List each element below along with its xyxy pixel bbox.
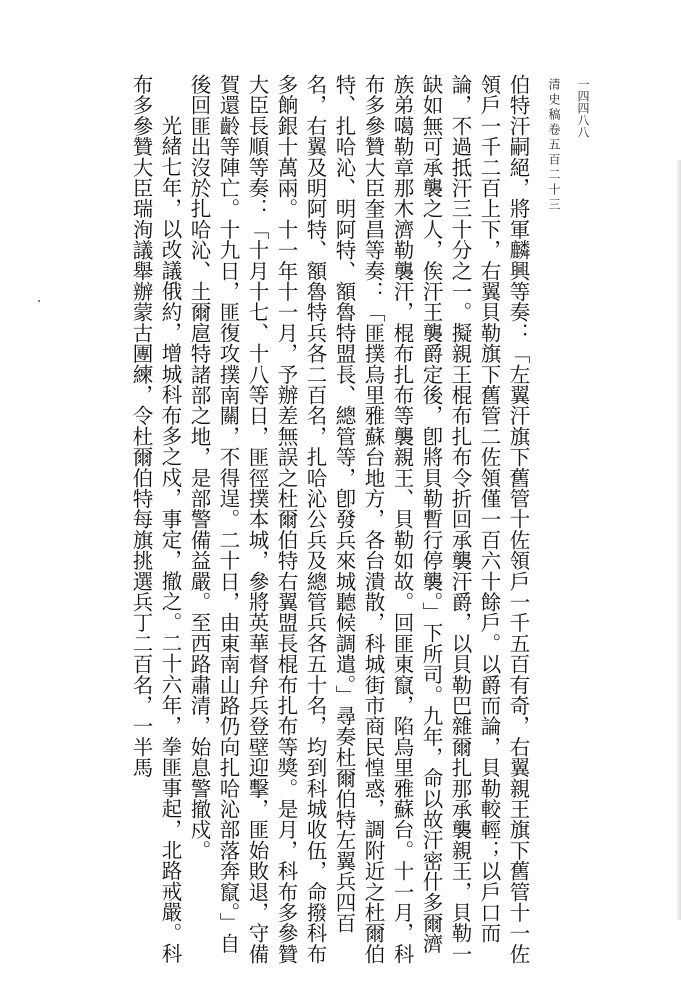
ink-speck bbox=[38, 300, 40, 302]
page-number: 一四四八八 bbox=[576, 78, 590, 138]
paragraph: 伯特汗嗣絕，將軍麟興等奏：「左翼汗旗下舊管十佐領戶一千五百有奇，右翼親王旗下舊管十一佐領戶一千二百上下，右翼貝勒旗下舊管二佐領僅一百六十餘戶。以爵而論，貝勒較輕；以戶口而論，不過抵汗三十分之一。擬親王棍布扎布令折回承襲汗爵，以貝勒巴雜爾扎那承襲親王，貝勒一缺如無可承襲之人，俟汗王襲爵定後，卽將貝勒暫行停襲。」下所司。九年，命以故汗密什多爾濟族弟噶勒章那木濟勒襲汗，棍布扎布等襲親王、貝勒如故。回匪東竄，陷烏里雅蘇台。十一月，科布多參贊大臣奎昌等奏：「匪撲烏里雅蘇台地方，各台潰散，科城街市商民惶惑，調附近之杜爾伯特、扎哈沁、明阿特、額魯特盟長、總管等，卽發兵來城聽候調遣。」尋奏杜爾伯特左翼兵四百名，右翼及明阿特、額魯特兵各二百名，扎哈沁公兵及總管兵各五十名，均到科城收伍，命撥科布多餉銀十萬兩。十一年十一月，予辦差無誤之杜爾伯特右翼盟長棍布扎布等獎。是月，科布多參贊大臣長順等奏：「十月十七、十八等日，匪徑撲本城，參將英華督弁兵登壁迎擊，匪始敗退，守備賀還齡等陣亡。十九日，匪復攻撲南關，不得逞。二十日，由東南山路仍向扎哈沁部落奔竄。」自後回匪出沒於扎哈沁、土爾扈特諸部之地，是部警備益嚴。至西路肅清，始息警撤戍。 bbox=[187, 74, 530, 965]
paragraph: 光緒七年，以改議俄約，增城科布多之戍，事定，撤之。二十六年，拳匪事起，北路戒嚴。科布多參贊大臣瑞洵議舉辦蒙古團練，令杜爾伯特每旗挑選兵丁二百名，一半馬 bbox=[129, 74, 182, 964]
book-title: 清史稿卷五百二十三 bbox=[547, 78, 561, 213]
page-edge-shadow bbox=[676, 160, 681, 920]
main-text bbox=[92, 74, 532, 974]
